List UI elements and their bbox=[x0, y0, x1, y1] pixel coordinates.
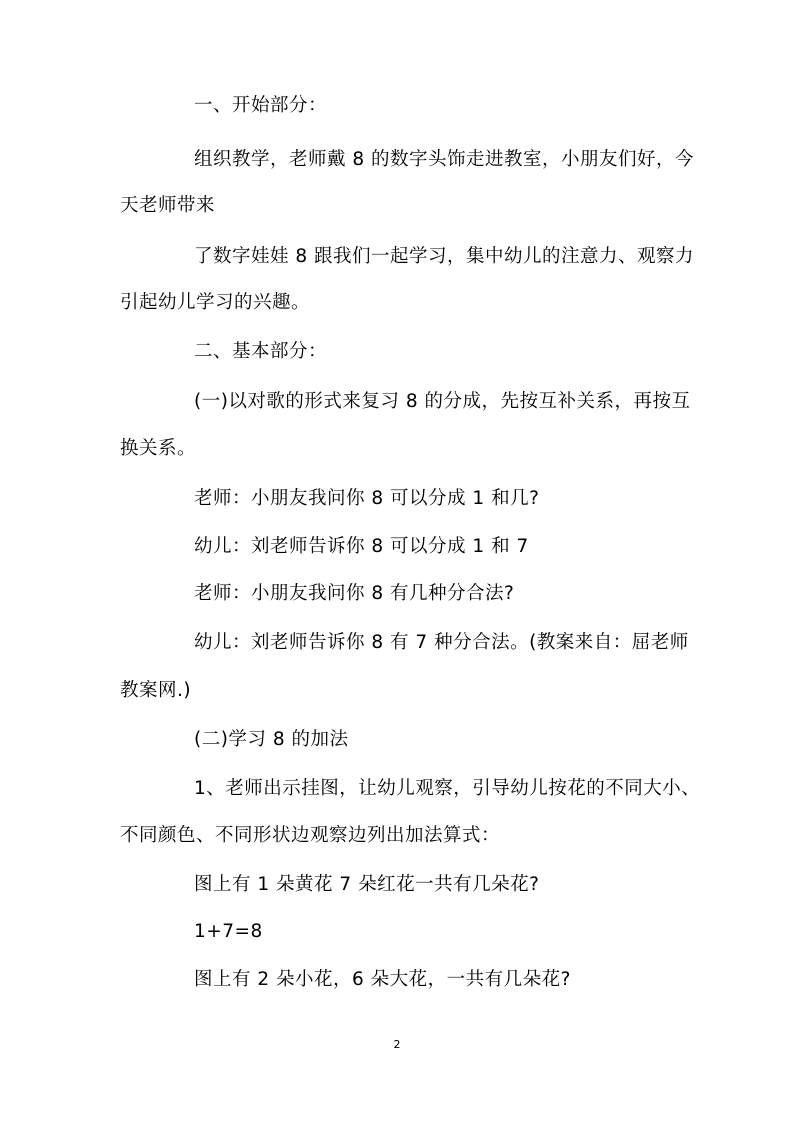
paragraph-line: 引起幼儿学习的兴趣。 bbox=[120, 292, 311, 313]
equation-line: 1+7=8 bbox=[194, 921, 263, 942]
paragraph-line: 1、老师出示挂图，让幼儿观察，引导幼儿按花的不同大小、 bbox=[194, 778, 701, 799]
paragraph-line: 教案网.) bbox=[120, 680, 192, 701]
paragraph-line: 图上有 2 朵小花，6 朵大花，一共有几朵花? bbox=[194, 969, 572, 990]
paragraph-line: 天老师带来 bbox=[120, 195, 216, 216]
dialogue-line: 幼儿：刘老师告诉你 8 可以分成 1 和 7 bbox=[194, 536, 529, 557]
paragraph-line: 组织教学，老师戴 8 的数字头饰走进教室，小朋友们好，今 bbox=[194, 149, 695, 170]
section-heading-start: 一、开始部分： bbox=[194, 95, 328, 116]
paragraph-line: 换关系。 bbox=[120, 438, 197, 459]
subsection-heading: (二)学习 8 的加法 bbox=[194, 729, 349, 750]
paragraph-line: 了数字娃娃 8 跟我们一起学习，集中幼儿的注意力、观察力 bbox=[194, 246, 695, 267]
paragraph-line: 图上有 1 朵黄花 7 朵红花一共有几朵花? bbox=[194, 874, 540, 895]
dialogue-line: 幼儿：刘老师告诉你 8 有 7 种分合法。(教案来自：屈老师 bbox=[194, 632, 689, 653]
paragraph-line: 不同颜色、不同形状边观察边列出加法算式： bbox=[120, 825, 501, 846]
dialogue-line: 老师：小朋友我问你 8 有几种分合法? bbox=[194, 583, 515, 604]
section-heading-basic: 二、基本部分： bbox=[194, 341, 328, 362]
paragraph-line: (一)以对歌的形式来复习 8 的分成，先按互补关系，再按互 bbox=[194, 391, 691, 412]
page-number: 2 bbox=[393, 1038, 401, 1051]
dialogue-line: 老师：小朋友我问你 8 可以分成 1 和几? bbox=[194, 488, 540, 509]
